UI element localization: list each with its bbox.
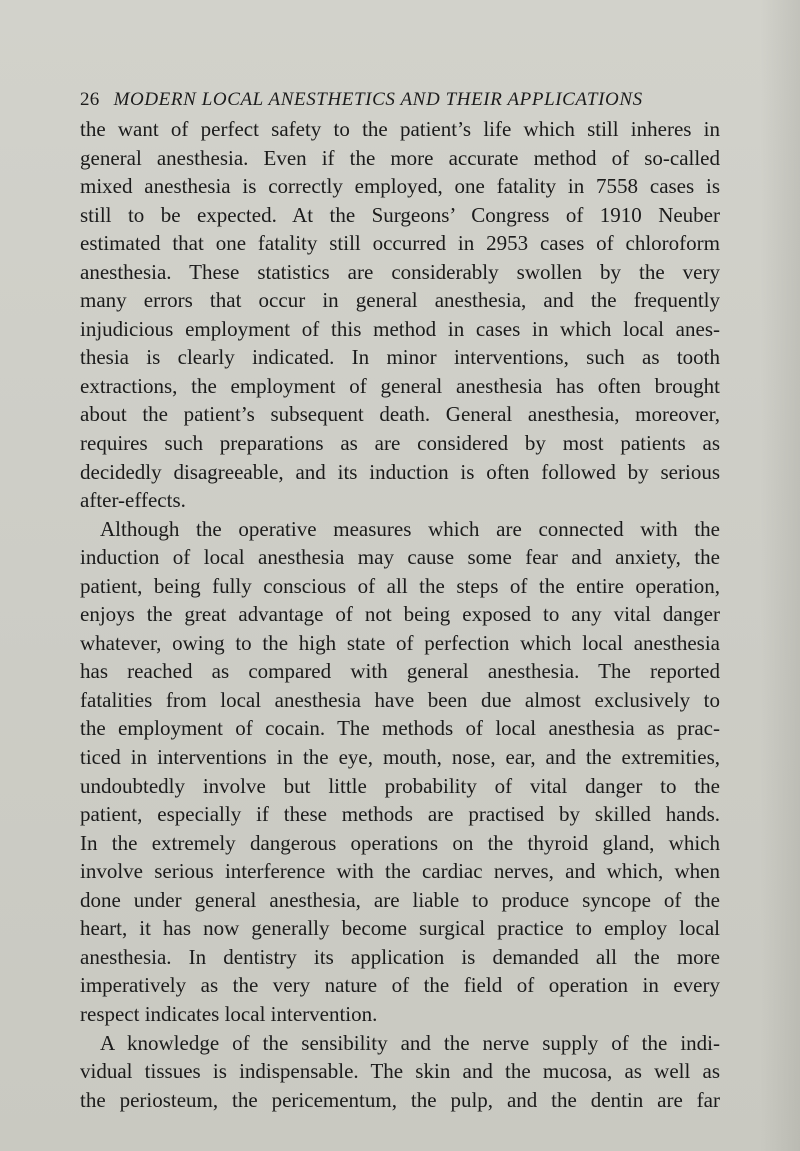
text-line: patient, especially if these methods are practised by skilled hands. bbox=[80, 802, 720, 827]
text-line: involve serious interference with the cardiac nerves, and which, when bbox=[80, 859, 720, 884]
text-line: anesthesia. These statistics are considerably swollen by the very bbox=[80, 259, 720, 284]
text-line: extractions, the employment of general anesthesia has often brought bbox=[80, 373, 720, 398]
text-line: imperatively as the very nature of the field of operation in every bbox=[80, 973, 720, 998]
text-line: patient, being fully conscious of all the steps of the entire operation, bbox=[80, 573, 720, 598]
text-line: the want of perfect safety to the patient’s life which still inheres in bbox=[80, 117, 720, 141]
running-header bbox=[80, 89, 720, 111]
text-line: injudicious employment of this method in cases in which local anes- bbox=[80, 316, 720, 341]
text-line: induction of local anesthesia may cause some fear and anxiety, the bbox=[80, 545, 720, 570]
page-number: 26 bbox=[80, 89, 100, 110]
text-line: done under general anesthesia, are liable to produce syncope of the bbox=[80, 887, 720, 912]
running-header-title: MODERN LOCAL ANESTHETICS AND THEIR APPLICATIONS bbox=[113, 89, 643, 110]
text-line: fatalities from local anesthesia have been due almost exclusively to bbox=[80, 687, 720, 712]
text-line: after-effects. bbox=[80, 488, 186, 513]
text-line: about the patient’s subsequent death. General anesthesia, moreover, bbox=[80, 402, 720, 427]
text-line: many errors that occur in general anesthesia, and the frequently bbox=[80, 288, 720, 313]
text-line: general anesthesia. Even if the more accurate method of so-called bbox=[80, 145, 720, 170]
text-line: whatever, owing to the high state of perfection which local anesthesia bbox=[80, 630, 720, 655]
text-line: requires such preparations as are considered by most patients as bbox=[80, 431, 720, 456]
text-line: decidedly disagreeable, and its induction is often followed by serious bbox=[80, 459, 720, 484]
text-line: A knowledge of the sensibility and the nerve supply of the indi- bbox=[100, 1030, 720, 1055]
text-line: Although the operative measures which are connected with the bbox=[100, 516, 720, 541]
paragraph bbox=[80, 1029, 720, 1115]
text-line: the periosteum, the pericementum, the pulp, and the dentin are far bbox=[80, 1087, 720, 1112]
text-line: In the extremely dangerous operations on the thyroid gland, which bbox=[80, 830, 720, 855]
page-edge-shadow bbox=[760, 0, 800, 1151]
paragraph bbox=[80, 115, 720, 515]
text-line: respect indicates local intervention. bbox=[80, 1001, 378, 1026]
text-line: has reached as compared with general anesthesia. The reported bbox=[80, 659, 720, 684]
text-line: heart, it has now generally become surgical practice to employ local bbox=[80, 916, 720, 941]
text-line: thesia is clearly indicated. In minor interventions, such as tooth bbox=[80, 345, 720, 370]
text-line: the employment of cocain. The methods of local anesthesia as prac- bbox=[80, 716, 720, 741]
body-text bbox=[80, 115, 720, 1114]
text-line: undoubtedly involve but little probability of vital danger to the bbox=[80, 773, 720, 798]
text-line: ticed in interventions in the eye, mouth, nose, ear, and the extremities, bbox=[80, 745, 720, 770]
text-line: enjoys the great advantage of not being exposed to any vital danger bbox=[80, 602, 720, 627]
text-line: anesthesia. In dentistry its application is demanded all the more bbox=[80, 944, 720, 969]
text-line: still to be expected. At the Surgeons’ Congress of 1910 Neuber bbox=[80, 202, 720, 227]
text-line: mixed anesthesia is correctly employed, one fatality in 7558 cases is bbox=[80, 174, 720, 199]
text-line: vidual tissues is indispensable. The skin and the mucosa, as well as bbox=[80, 1059, 720, 1084]
paragraph bbox=[80, 515, 720, 1029]
text-line: estimated that one fatality still occurred in 2953 cases of chloroform bbox=[80, 231, 720, 256]
